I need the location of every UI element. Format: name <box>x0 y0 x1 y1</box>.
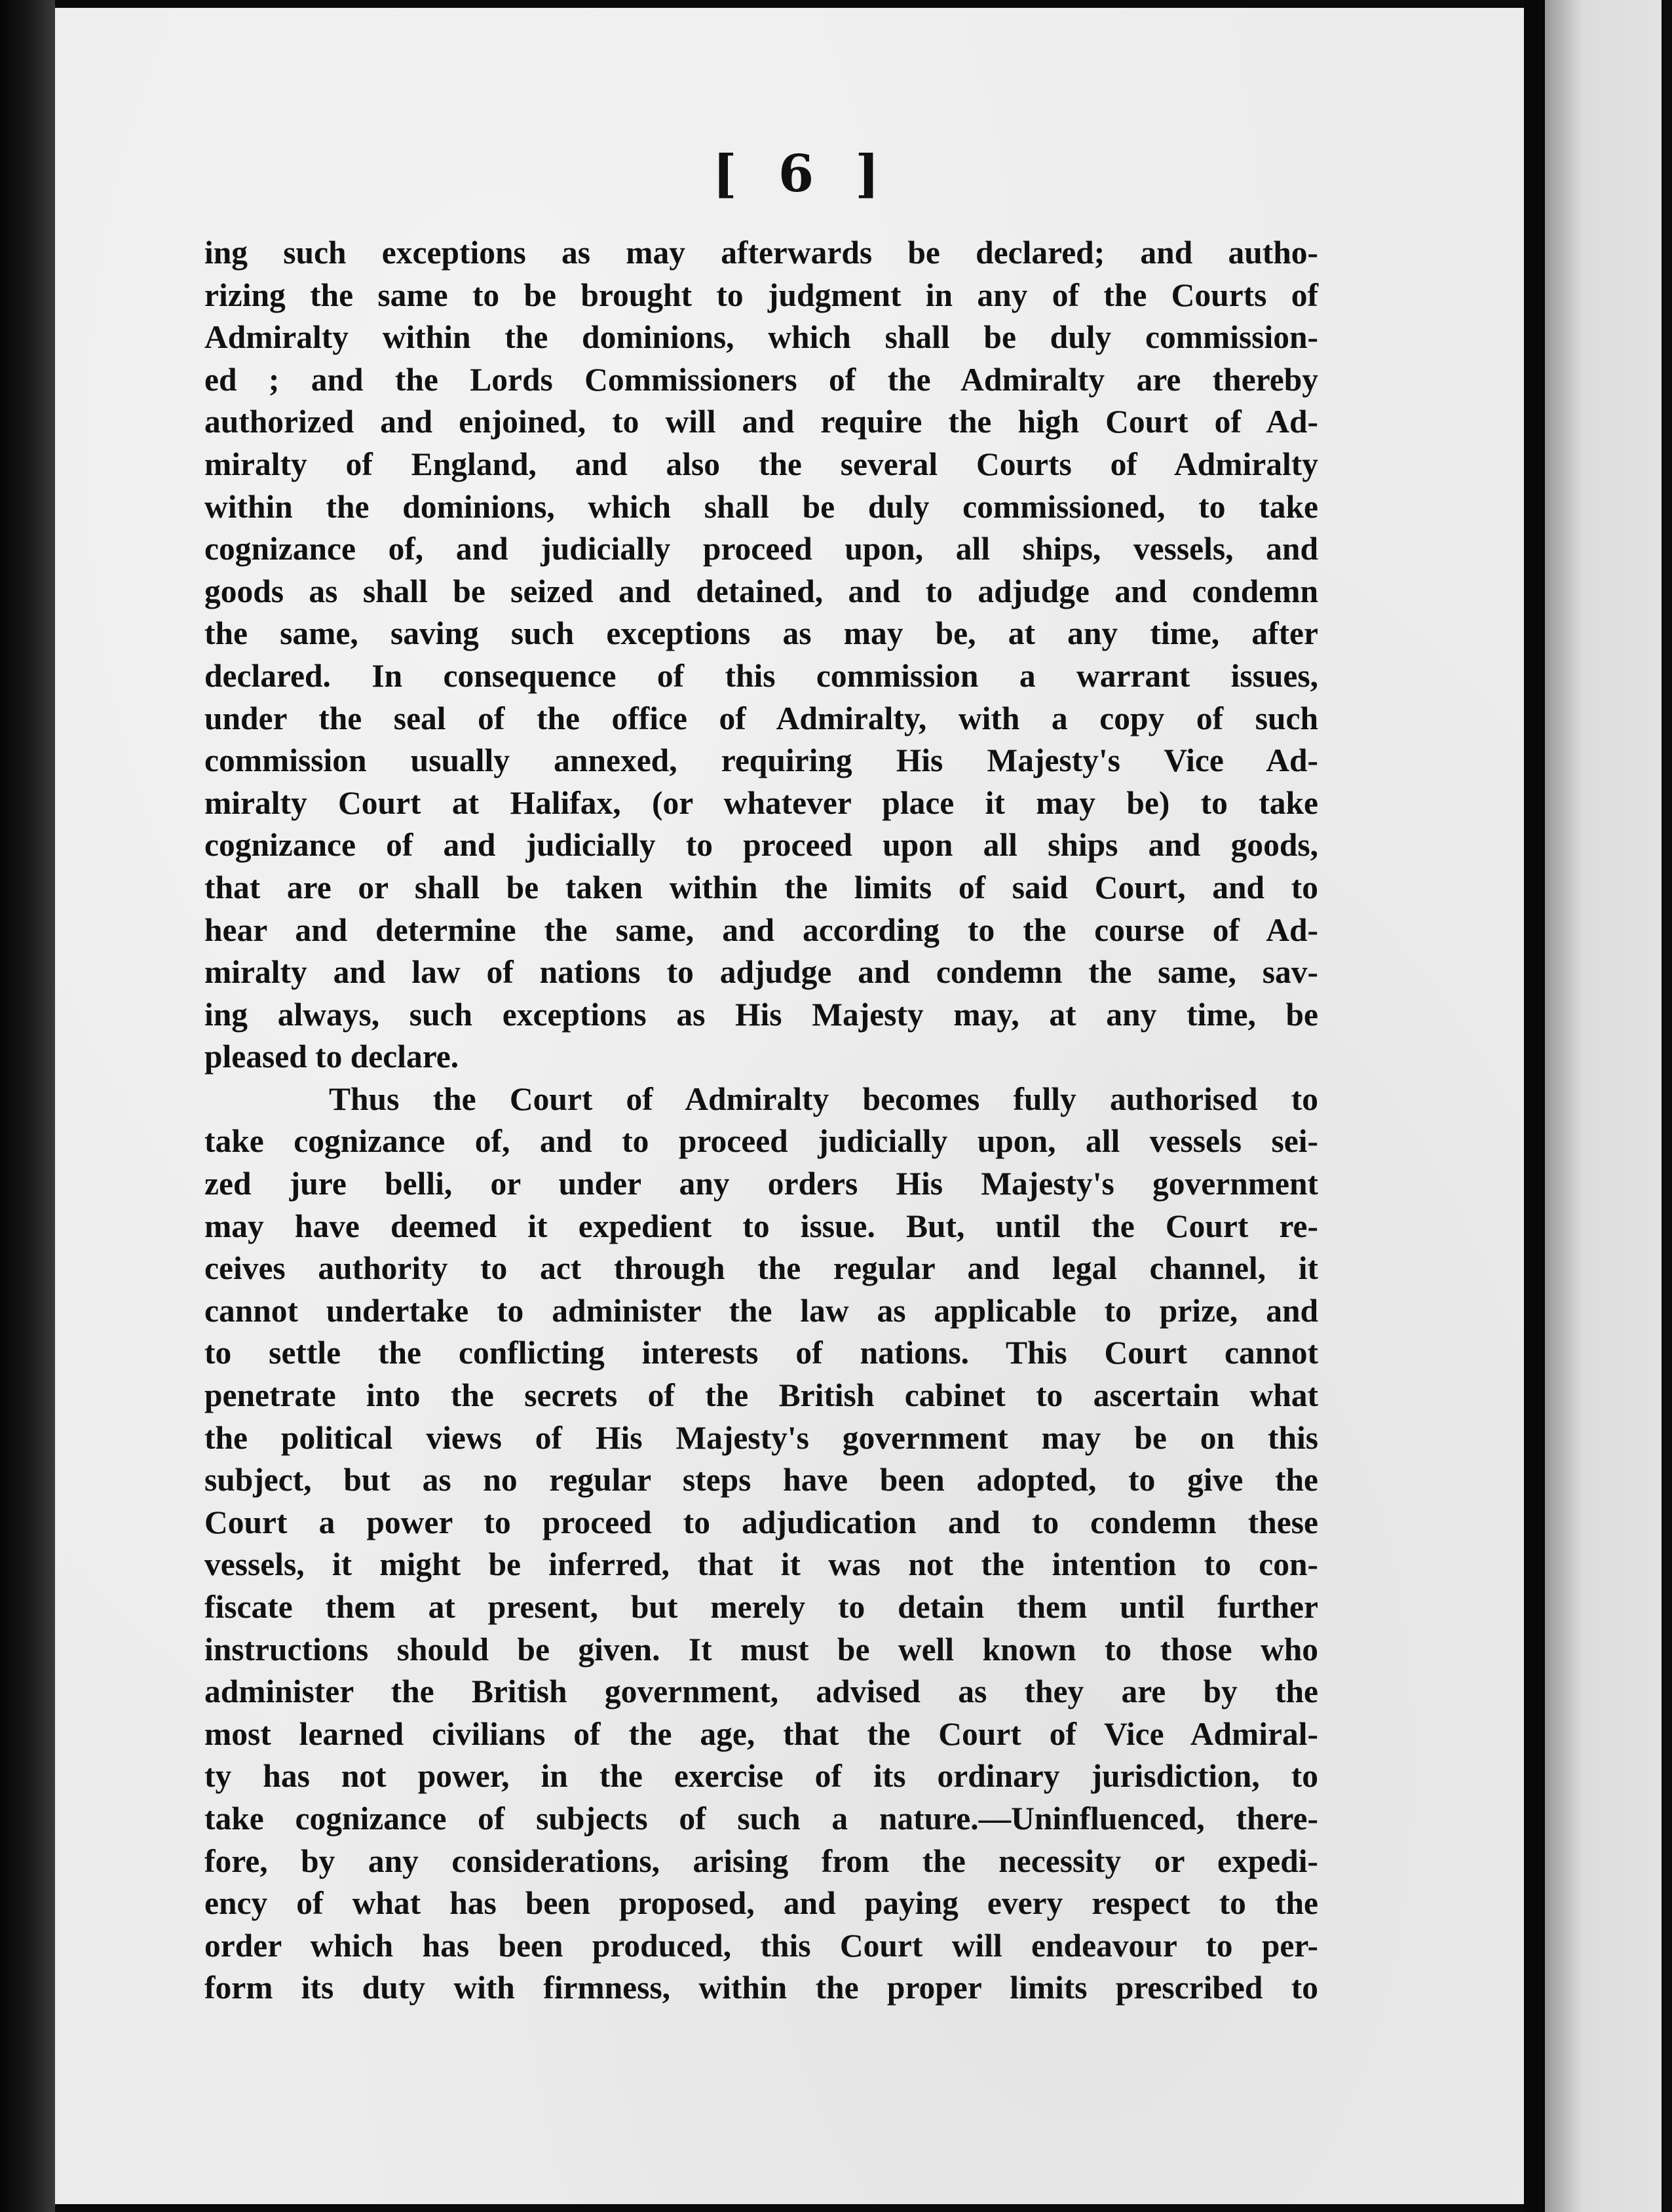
text-line: Court a power to proceed to adjudication and to condemn these <box>204 1504 1318 1540</box>
text-line: subject, but as no regular steps have been adopted, to give the <box>204 1462 1318 1498</box>
text-line: ed ; and the Lords Commissioners of the Admiralty are thereby <box>204 361 1318 398</box>
text-line: the same, saving such exceptions as may be, at any time, after <box>204 615 1318 652</box>
text-line: under the seal of the office of Admiralty, with a copy of such <box>204 700 1318 736</box>
text-line: zed jure belli, or under any orders His Majesty's government <box>204 1166 1318 1202</box>
text-line: declared. In consequence of this commission a warrant issues, <box>204 657 1318 694</box>
text-line: ceives authority to act through the regular and legal channel, it <box>204 1250 1318 1287</box>
text-line: penetrate into the secrets of the British cabinet to ascertain what <box>204 1377 1318 1414</box>
text-line: may have deemed it expedient to issue. But, until the Court re- <box>204 1208 1318 1244</box>
text-line: the political views of His Majesty's government may be on this <box>204 1419 1318 1456</box>
text-line: within the dominions, which shall be duly commissioned, to take <box>204 488 1318 525</box>
text-line: hear and determine the same, and according to the course of Ad- <box>204 911 1318 948</box>
text-line: take cognizance of subjects of such a nature.—Uninfluenced, there- <box>204 1800 1318 1837</box>
text-line: instructions should be given. It must be well known to those who <box>204 1631 1318 1668</box>
text-line: ty has not power, in the exercise of its ordinary jurisdiction, to <box>204 1758 1318 1795</box>
text-line: take cognizance of, and to proceed judicially upon, all vessels sei- <box>204 1123 1318 1160</box>
text-line: most learned civilians of the age, that the Court of Vice Admiral- <box>204 1715 1318 1752</box>
text-line: Admiralty within the dominions, which shall be duly commission- <box>204 319 1318 356</box>
body-text <box>204 232 1318 2010</box>
paragraph-start-line: Thus the Court of Admiralty becomes fully authorised to <box>329 1080 1318 1117</box>
text-line: cognizance of and judicially to proceed upon all ships and goods, <box>204 827 1318 864</box>
text-line: to settle the conflicting interests of nations. This Court cannot <box>204 1335 1318 1371</box>
scan-left-border <box>0 0 55 2212</box>
text-line: commission usually annexed, requiring His Majesty's Vice Ad- <box>204 742 1318 779</box>
text-line: order which has been produced, this Court will endeavour to per- <box>204 1927 1318 1964</box>
page-gutter-shadow <box>1524 0 1545 2212</box>
text-line: that are or shall be taken within the limits of said Court, and to <box>204 869 1318 906</box>
scan-right-border <box>1662 0 1672 2212</box>
text-line: goods as shall be seized and detained, and to adjudge and condemn <box>204 573 1318 609</box>
text-line: authorized and enjoined, to will and require the high Court of Ad- <box>204 404 1318 440</box>
page-number: [ 6 ] <box>712 144 892 204</box>
text-line: fore, by any considerations, arising from the necessity or expedi- <box>204 1842 1318 1879</box>
text-line: administer the British government, advised as they are by the <box>204 1673 1318 1710</box>
text-line: pleased to declare. <box>204 1039 459 1075</box>
text-line: miralty of England, and also the several Courts of Admiralty <box>204 446 1318 482</box>
text-line: ing always, such exceptions as His Majesty may, at any time, be <box>204 996 1318 1033</box>
facing-page-strip <box>1545 0 1672 2212</box>
text-line: vessels, it might be inferred, that it was not the intention to con- <box>204 1546 1318 1583</box>
text-line: miralty Court at Halifax, (or whatever place it may be) to take <box>204 784 1318 821</box>
text-line: cannot undertake to administer the law as applicable to prize, and <box>204 1292 1318 1329</box>
text-line: fiscate them at present, but merely to detain them until further <box>204 1589 1318 1625</box>
text-line: ency of what has been proposed, and paying every respect to the <box>204 1885 1318 1922</box>
text-line: rizing the same to be brought to judgment in any of the Courts of <box>204 276 1318 313</box>
text-line: ing such exceptions as may afterwards be declared; and autho- <box>204 235 1318 271</box>
text-line: miralty and law of nations to adjudge and condemn the same, sav- <box>204 954 1318 991</box>
text-line: cognizance of, and judicially proceed upon, all ships, vessels, and <box>204 531 1318 567</box>
text-line: form its duty with firmness, within the proper limits prescribed to <box>204 1970 1318 2006</box>
